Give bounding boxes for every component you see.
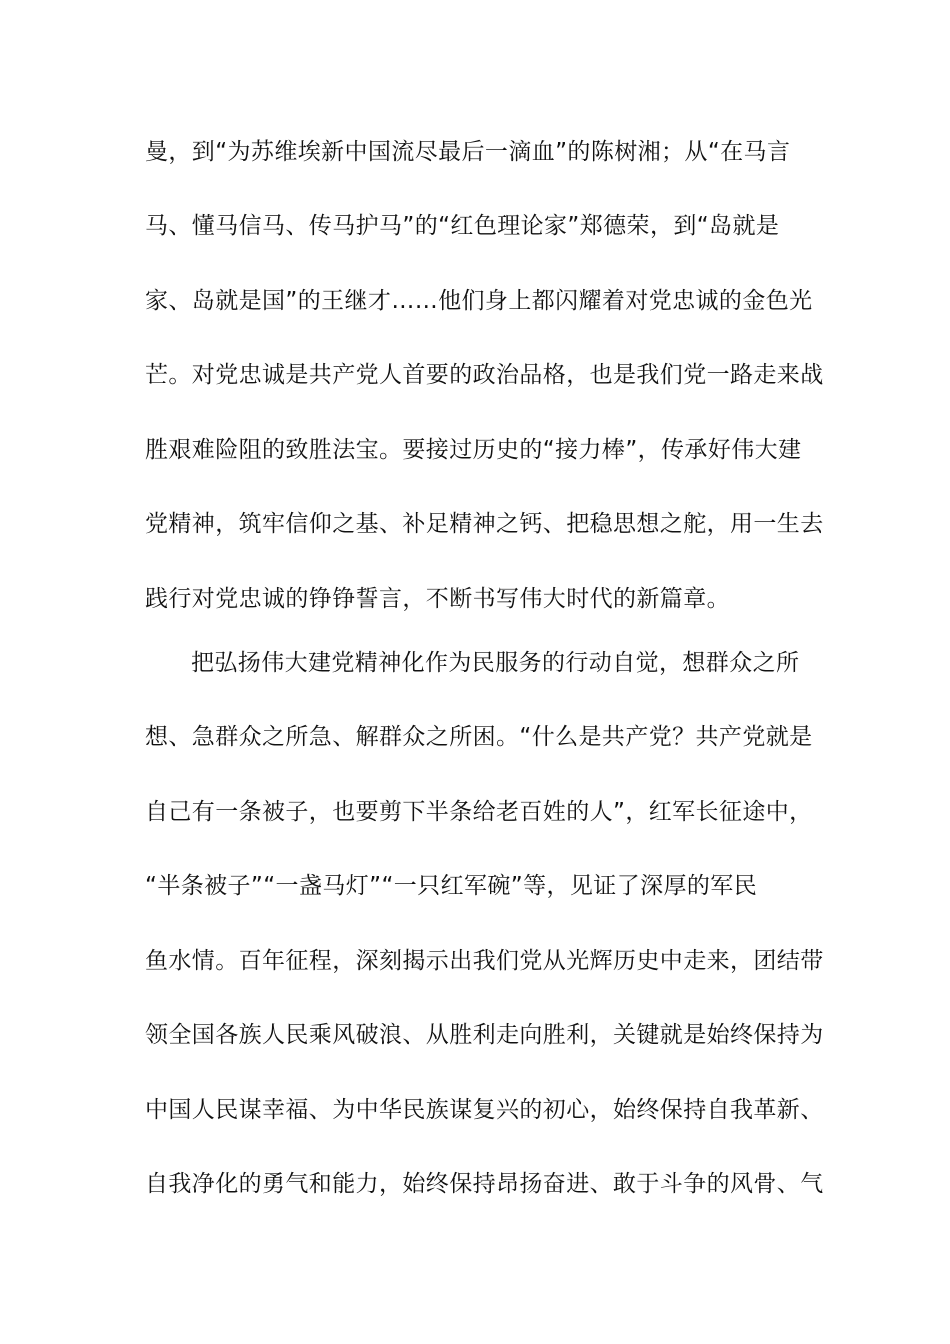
- text-line: 领全国各族人民乘风破浪、从胜利走向胜利，关键就是始终保持为: [145, 1022, 824, 1048]
- text-line: 芒。对党忠诚是共产党人首要的政治品格，也是我们党一路走来战: [145, 362, 824, 388]
- text-line: 想、急群众之所急、解群众之所困。“什么是共产党？共产党就是: [145, 724, 813, 750]
- text-line: “半条被子”“一盏马灯”“一只红军碗”等，见证了深厚的军民: [145, 873, 758, 899]
- text-line: 鱼水情。百年征程，深刻揭示出我们党从光辉历史中走来，团结带: [145, 948, 824, 974]
- text-line: 家、岛就是国”的王继才……他们身上都闪耀着对党忠诚的金色光: [145, 288, 813, 314]
- text-line: 胜艰难险阻的致胜法宝。要接过历史的“接力棒”，传承好伟大建: [145, 437, 802, 463]
- text-line: 曼，到“为苏维埃新中国流尽最后一滴血”的陈树湘；从“在马言: [145, 139, 791, 165]
- paragraph-first-line: 把弘扬伟大建党精神化作为民服务的行动自觉，想群众之所: [191, 650, 800, 676]
- text-line: 党精神，筑牢信仰之基、补足精神之钙、把稳思想之舵，用一生去: [145, 511, 824, 537]
- text-line: 践行对党忠诚的铮铮誓言，不断书写伟大时代的新篇章。: [145, 586, 730, 612]
- text-line: 马、懂马信马、传马护马”的“红色理论家”郑德荣，到“岛就是: [145, 213, 780, 239]
- text-line: 自我净化的勇气和能力，始终保持昂扬奋进、敢于斗争的风骨、气: [145, 1171, 824, 1197]
- text-line: 自己有一条被子，也要剪下半条给老百姓的人”，红军长征途中，: [145, 799, 813, 825]
- text-line: 中国人民谋幸福、为中华民族谋复兴的初心，始终保持自我革新、: [145, 1097, 824, 1123]
